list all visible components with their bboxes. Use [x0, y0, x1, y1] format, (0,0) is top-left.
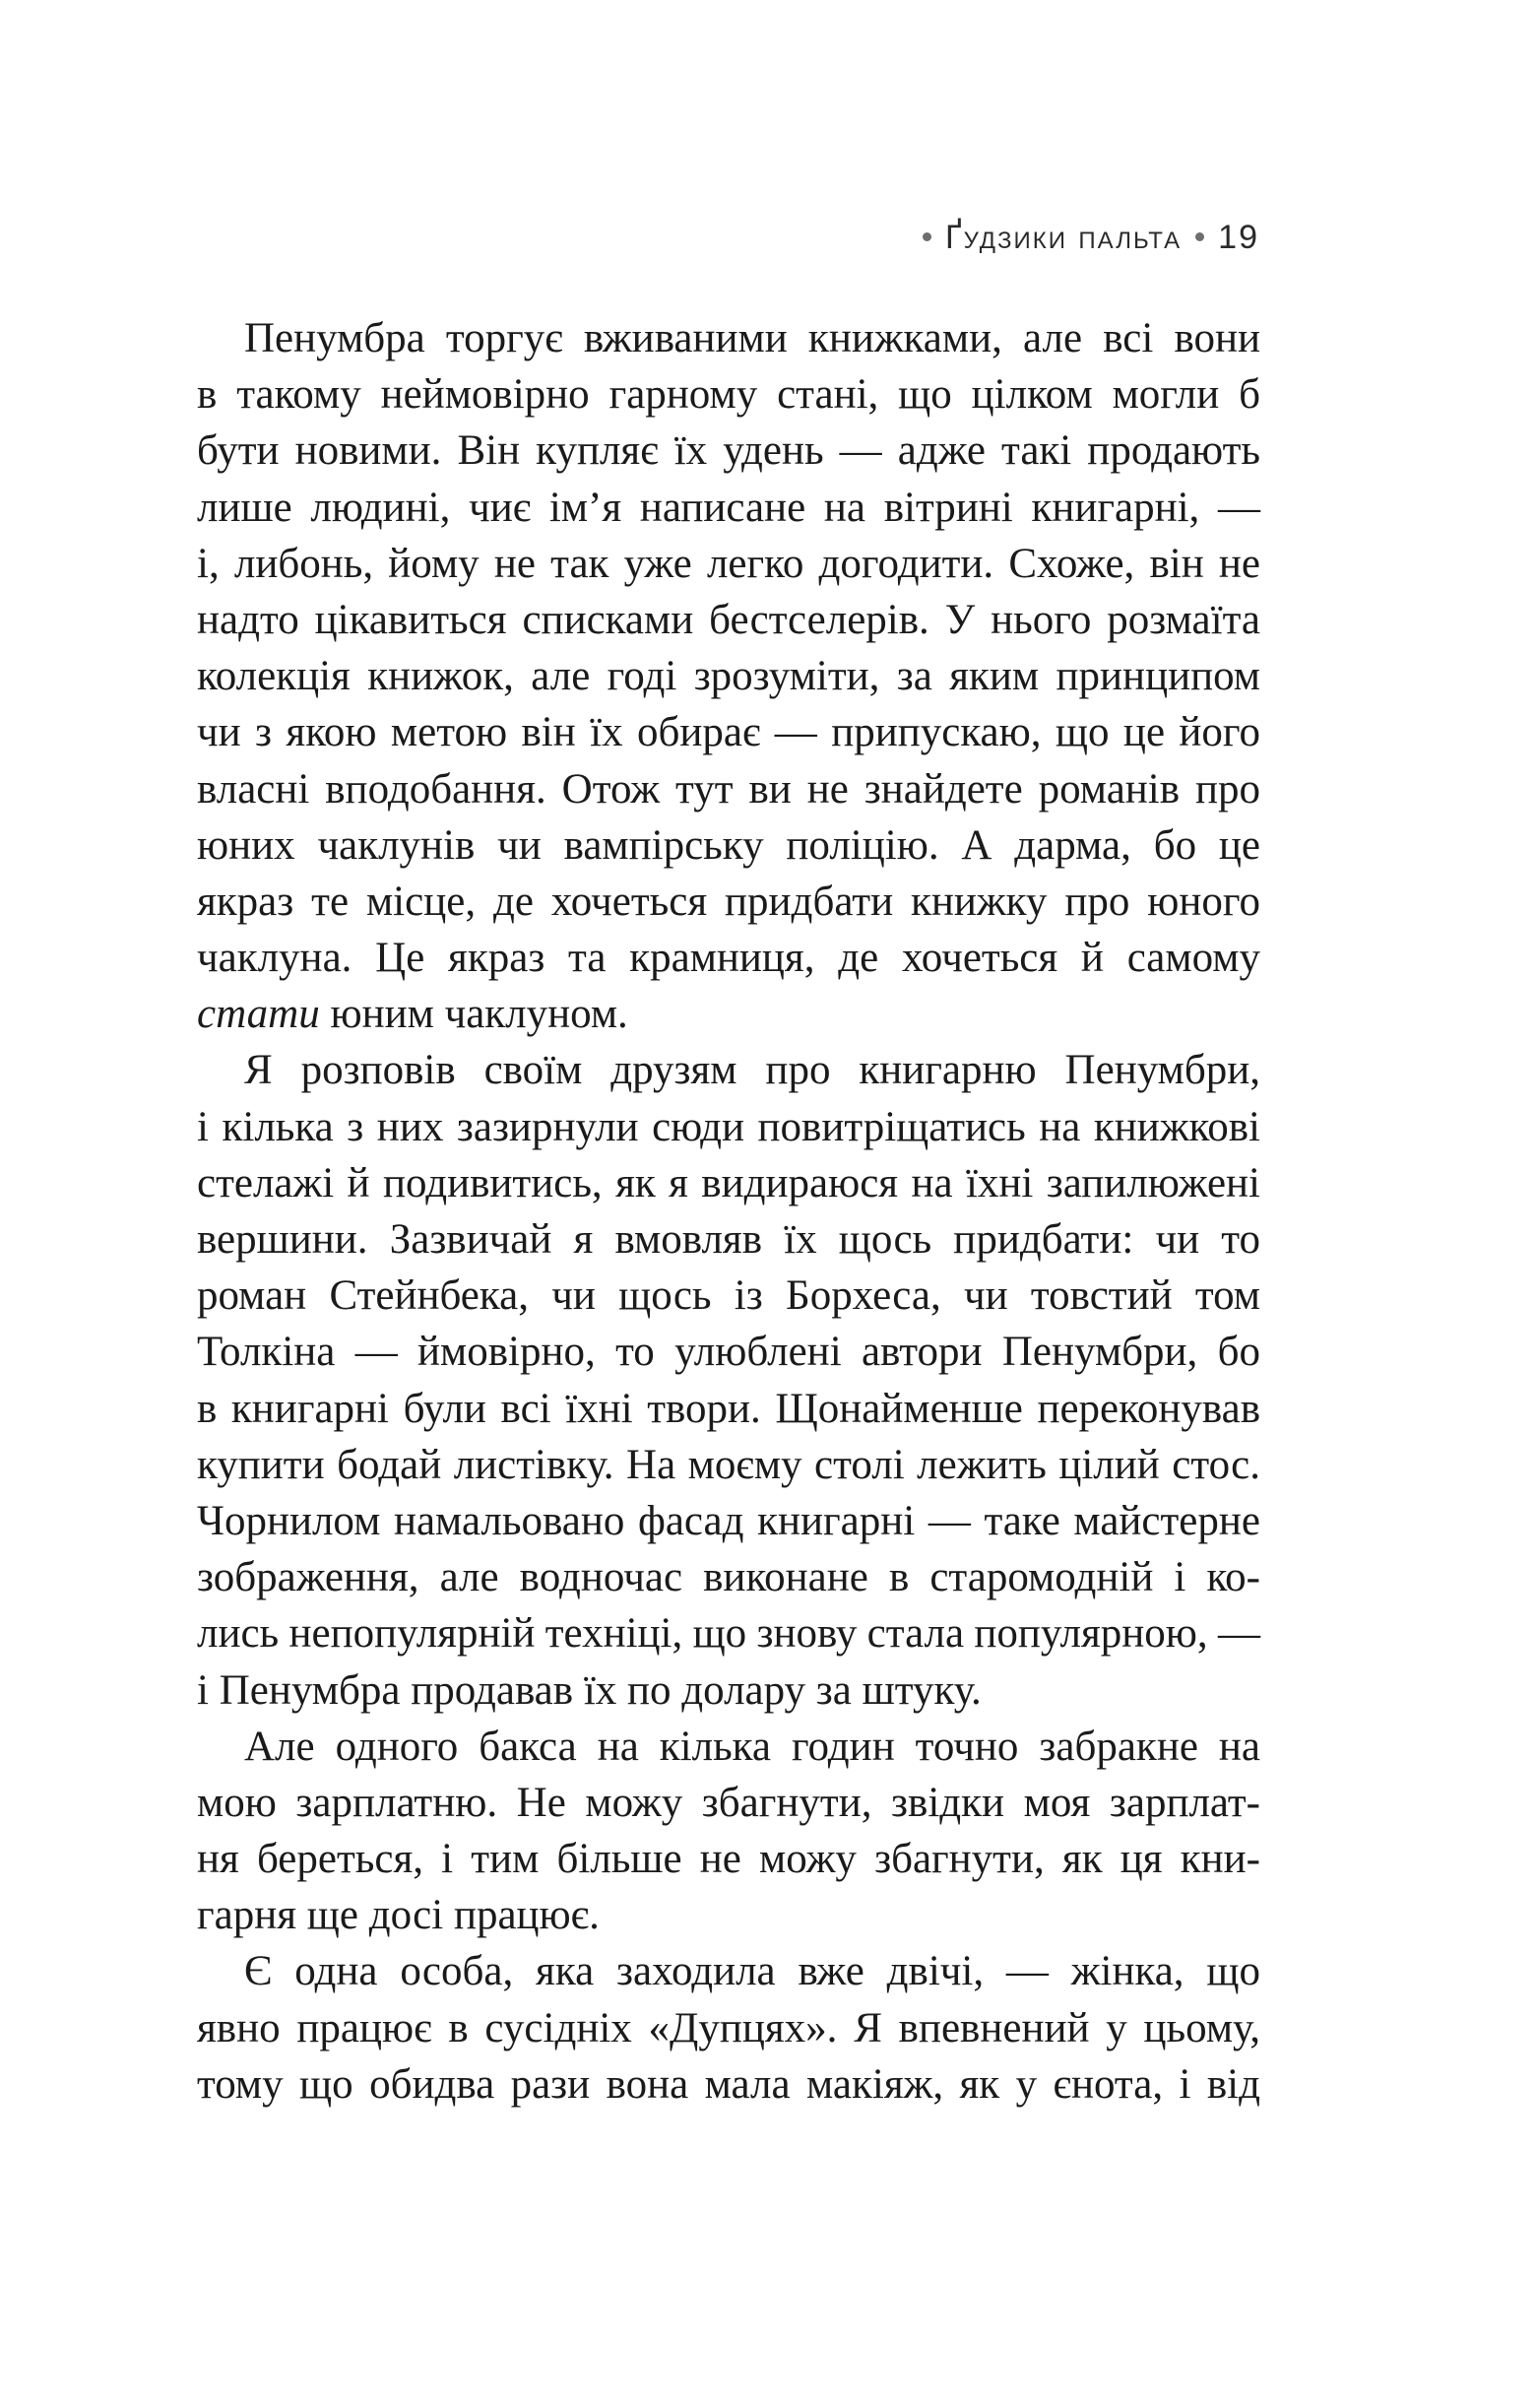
- page-number: 19: [1218, 219, 1259, 256]
- text-line: юних чаклунів чи вампірську поліцію. А дарма, бо це: [197, 821, 1260, 869]
- text-line: лише людині, чиє ім’я написане на вітрині книгарні, —: [197, 484, 1260, 531]
- line-remainder: юним чаклуном.: [319, 991, 628, 1038]
- text-line: і кілька з них зазирнули сюди повитріщатись на книжкові: [197, 1103, 1260, 1150]
- paragraph-3: [197, 1719, 1260, 1944]
- text-line: надто цікавиться списками бестселерів. У нього розмаїта: [197, 596, 1260, 643]
- text-line: стелажі й подивитись, як я видираюся на їхні запилюжені: [197, 1159, 1260, 1206]
- chapter-title: Ґудзики пальта: [944, 219, 1183, 256]
- text-line: власні вподобання. Отож тут ви не знайдете романів про: [197, 765, 1260, 813]
- text-line: лись непопулярній техніці, що знову стала популярною, —: [197, 1610, 1260, 1658]
- italic-word: стати: [197, 991, 320, 1038]
- paragraph-1: [197, 310, 1260, 1042]
- bullet-dot-icon: [1195, 232, 1204, 241]
- body-text: [197, 310, 1260, 2113]
- text-line: Толкіна — ймовірно, то улюблені автори Пенумбри, бо: [197, 1329, 1260, 1376]
- text-line: Я розповів своїм друзям про книгарню Пенумбри,: [244, 1047, 1260, 1094]
- text-line: в книгарні були всі їхні твори. Щонайменше переконував: [197, 1385, 1260, 1432]
- text-line: [197, 986, 1260, 1042]
- text-line: явно працює в сусідніх «Дупцях». Я впевнений у цьому,: [197, 2004, 1260, 2051]
- text-line: зображення, але водночас виконане в старомодній і ко-: [197, 1554, 1260, 1601]
- text-line: Чорнилом намальовано фасад книгарні — таке майстерне: [197, 1497, 1260, 1544]
- text-line: в такому неймовірно гарному стані, що цілком могли б: [197, 371, 1260, 419]
- text-line: колекція книжок, але годі зрозуміти, за яким принципом: [197, 653, 1260, 700]
- paragraph-2: [197, 1042, 1260, 1718]
- text-line: якраз те місце, де хочеться придбати книжку про юного: [197, 878, 1260, 925]
- text-line: гарня ще досі працює.: [197, 1892, 600, 1939]
- text-line: роман Стейнбека, чи щось із Борхеса, чи товстий том: [197, 1272, 1260, 1320]
- text-line: і, либонь, йому не так уже легко догодити. Схоже, він не: [197, 540, 1260, 587]
- text-line: тому що обидва рази вона мала макіяж, як у єнота, і від: [197, 2060, 1260, 2108]
- text-line: Пенумбра торгує вживаними книжками, але всі вони: [244, 315, 1260, 361]
- text-line: чаклуна. Це якраз та крамниця, де хочеться й самому: [197, 935, 1260, 982]
- text-line: мою зарплатню. Не можу збагнути, звідки моя зарплат-: [197, 1779, 1260, 1826]
- text-line: бути новими. Він купляє їх удень — адже такі продають: [197, 427, 1260, 475]
- text-line: Є одна особа, яка заходила вже двічі, — жінка, що: [244, 1948, 1260, 1995]
- bullet-dot-icon: [923, 232, 931, 241]
- text-line: і Пенумбра продавав їх по долару за штуку.: [197, 1666, 982, 1714]
- text-line: вершини. Зазвичай я вмовляв їх щось придбати: чи то: [197, 1216, 1260, 1263]
- text-line: Але одного бакса на кілька годин точно забракне на: [244, 1723, 1260, 1770]
- paragraph-4: [197, 1943, 1260, 2113]
- text-line: ня береться, і тим більше не можу збагнути, як ця кни-: [197, 1836, 1260, 1883]
- text-line: чи з якою метою він їх обирає — припускаю, що це його: [197, 709, 1260, 756]
- text-line: купити бодай листівку. На моєму столі лежить цілий стос.: [197, 1441, 1260, 1488]
- running-head: [909, 219, 1259, 257]
